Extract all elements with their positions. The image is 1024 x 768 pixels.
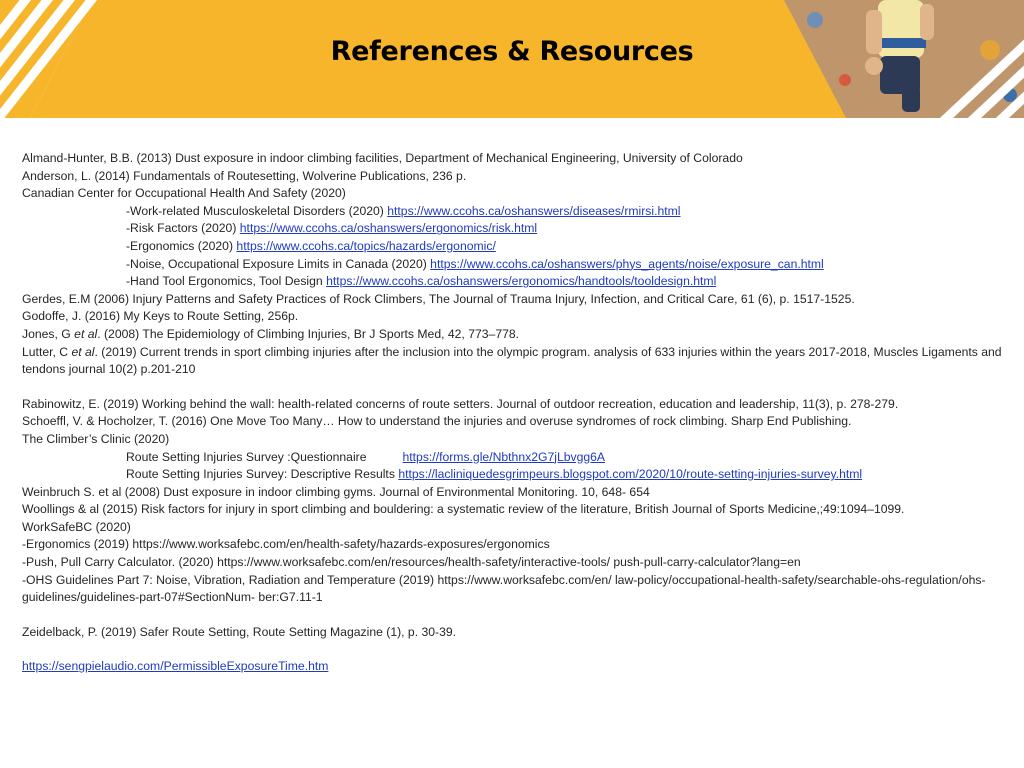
reference-italic: et al [74, 326, 98, 341]
reference-entry: -Push, Pull Carry Calculator. (2020) https://www.worksafebc.com/en/resources/health-safety/interactive-tools/ push-pull-carry-calculator?lang=en [22, 555, 801, 570]
reference-link[interactable]: https://www.ccohs.ca/oshanswers/diseases/rmirsi.html [387, 203, 681, 218]
reference-link[interactable]: https://lacliniquedesgrimpeurs.blogspot.com/2020/10/route-setting-injuries-survey.html [398, 467, 863, 482]
reference-entry: -Ergonomics (2019) https://www.worksafebc.com/en/health-safety/hazards-exposures/ergonomics [22, 537, 550, 552]
reference-entry: Canadian Center for Occupational Health And Safety (2020) [22, 186, 346, 201]
reference-italic: et al [71, 344, 95, 359]
reference-link[interactable]: https://www.ccohs.ca/oshanswers/ergonomics/risk.html [239, 221, 538, 236]
reference-entry: -OHS Guidelines Part 7: Noise, Vibration, Radiation and Temperature (2019) https://www.worksafebc.com/en/ law-policy/occupational-health-safety/searchable-ohs-regulation/ohs-guidelines/guidelines-part-07#SectionNum- ber:G7.11-1 [22, 572, 986, 605]
reference-text: Jones, G [22, 326, 75, 341]
reference-entry: WorkSafeBC (2020) [22, 519, 131, 534]
spacer [22, 379, 1012, 396]
reference-link[interactable]: https://sengpielaudio.com/PermissibleExposureTime.htm [22, 659, 329, 674]
reference-entry: Woollings & al (2015) Risk factors for injury in sport climbing and bouldering: a systematic review of the literature, British Journal of Sports Medicine,;49:1094–1099. [22, 502, 905, 517]
reference-entry: Almand-Hunter, B.B. (2013) Dust exposure in indoor climbing facilities, Department of Mechanical Engineering, University of Colorado [22, 151, 743, 165]
reference-subentry [22, 220, 1012, 238]
page-title: References & Resources [330, 36, 694, 67]
reference-text: . (2008) The Epidemiology of Climbing Injuries, Br J Sports Med, 42, 773–778. [97, 326, 520, 341]
reference-text: -Noise, Occupational Exposure Limits in Canada (2020) [126, 256, 431, 271]
reference-text: Route Setting Injuries Survey :Questionnaire [126, 449, 367, 464]
reference-link[interactable]: https://www.ccohs.ca/oshanswers/ergonomics/handtools/tooldesign.html [326, 274, 717, 289]
reference-text: Route Setting Injuries Survey: Descriptive Results [126, 467, 399, 482]
reference-entry: Rabinowitz, E. (2019) Working behind the wall: health-related concerns of route setters. Journal of outdoor recreation, education and leadership, 11(3), p. 278-279. [22, 396, 899, 411]
reference-text: Lutter, C [22, 344, 72, 359]
reference-text: -Ergonomics (2020) [126, 238, 237, 253]
reference-subentry [22, 273, 1012, 291]
reference-entry: Godoffe, J. (2016) My Keys to Route Setting, 256p. [22, 309, 299, 324]
reference-entry [22, 326, 1012, 344]
reference-entry [22, 658, 1012, 676]
reference-link[interactable]: https://forms.gle/Nbthnx2G7jLbvgg6A [402, 449, 606, 464]
reference-link[interactable]: https://www.ccohs.ca/topics/hazards/ergonomic/ [236, 238, 496, 253]
reference-link[interactable]: https://www.ccohs.ca/oshanswers/phys_agents/noise/exposure_can.html [430, 256, 824, 271]
reference-entry: Weinbruch S. et al (2008) Dust exposure in indoor climbing gyms. Journal of Environmental Monitoring. 10, 648- 654 [22, 484, 650, 499]
reference-subentry [22, 449, 1012, 467]
spacer [22, 607, 1012, 624]
reference-entry: Zeidelback, P. (2019) Safer Route Setting, Route Setting Magazine (1), p. 30-39. [22, 624, 457, 639]
reference-subentry [22, 256, 1012, 274]
spacer [22, 641, 1012, 658]
header-banner [0, 0, 1024, 120]
reference-entry [22, 344, 1012, 379]
reference-text: -Hand Tool Ergonomics, Tool Design [126, 274, 327, 289]
reference-entry: Schoeffl, V. & Hocholzer, T. (2016) One Move Too Many… How to understand the injuries and overuse syndromes of rock climbing. Sharp End Publishing. [22, 414, 852, 429]
reference-entry: The Climber’s Clinic (2020) [22, 431, 170, 446]
references-list [22, 150, 1012, 676]
reference-entry: Gerdes, E.M (2006) Injury Patterns and Safety Practices of Rock Climbers, The Journal of Trauma Injury, Infection, and Critical Care, 61 (6), p. 1517-1525. [22, 291, 855, 306]
reference-subentry [22, 238, 1012, 256]
reference-text: . (2019) Current trends in sport climbing injuries after the inclusion into the olympic program. analysis of 633 injuries within the years 2017-2018, Muscles Ligaments and tendons journal 10(2) p.201-210 [22, 344, 1002, 377]
reference-subentry [22, 203, 1012, 221]
reference-text: -Risk Factors (2020) [126, 221, 240, 236]
reference-text: -Work-related Musculoskeletal Disorders (2020) [126, 203, 388, 218]
reference-entry: Anderson, L. (2014) Fundamentals of Routesetting, Wolverine Publications, 236 p. [22, 168, 467, 183]
reference-subentry [22, 466, 1012, 484]
